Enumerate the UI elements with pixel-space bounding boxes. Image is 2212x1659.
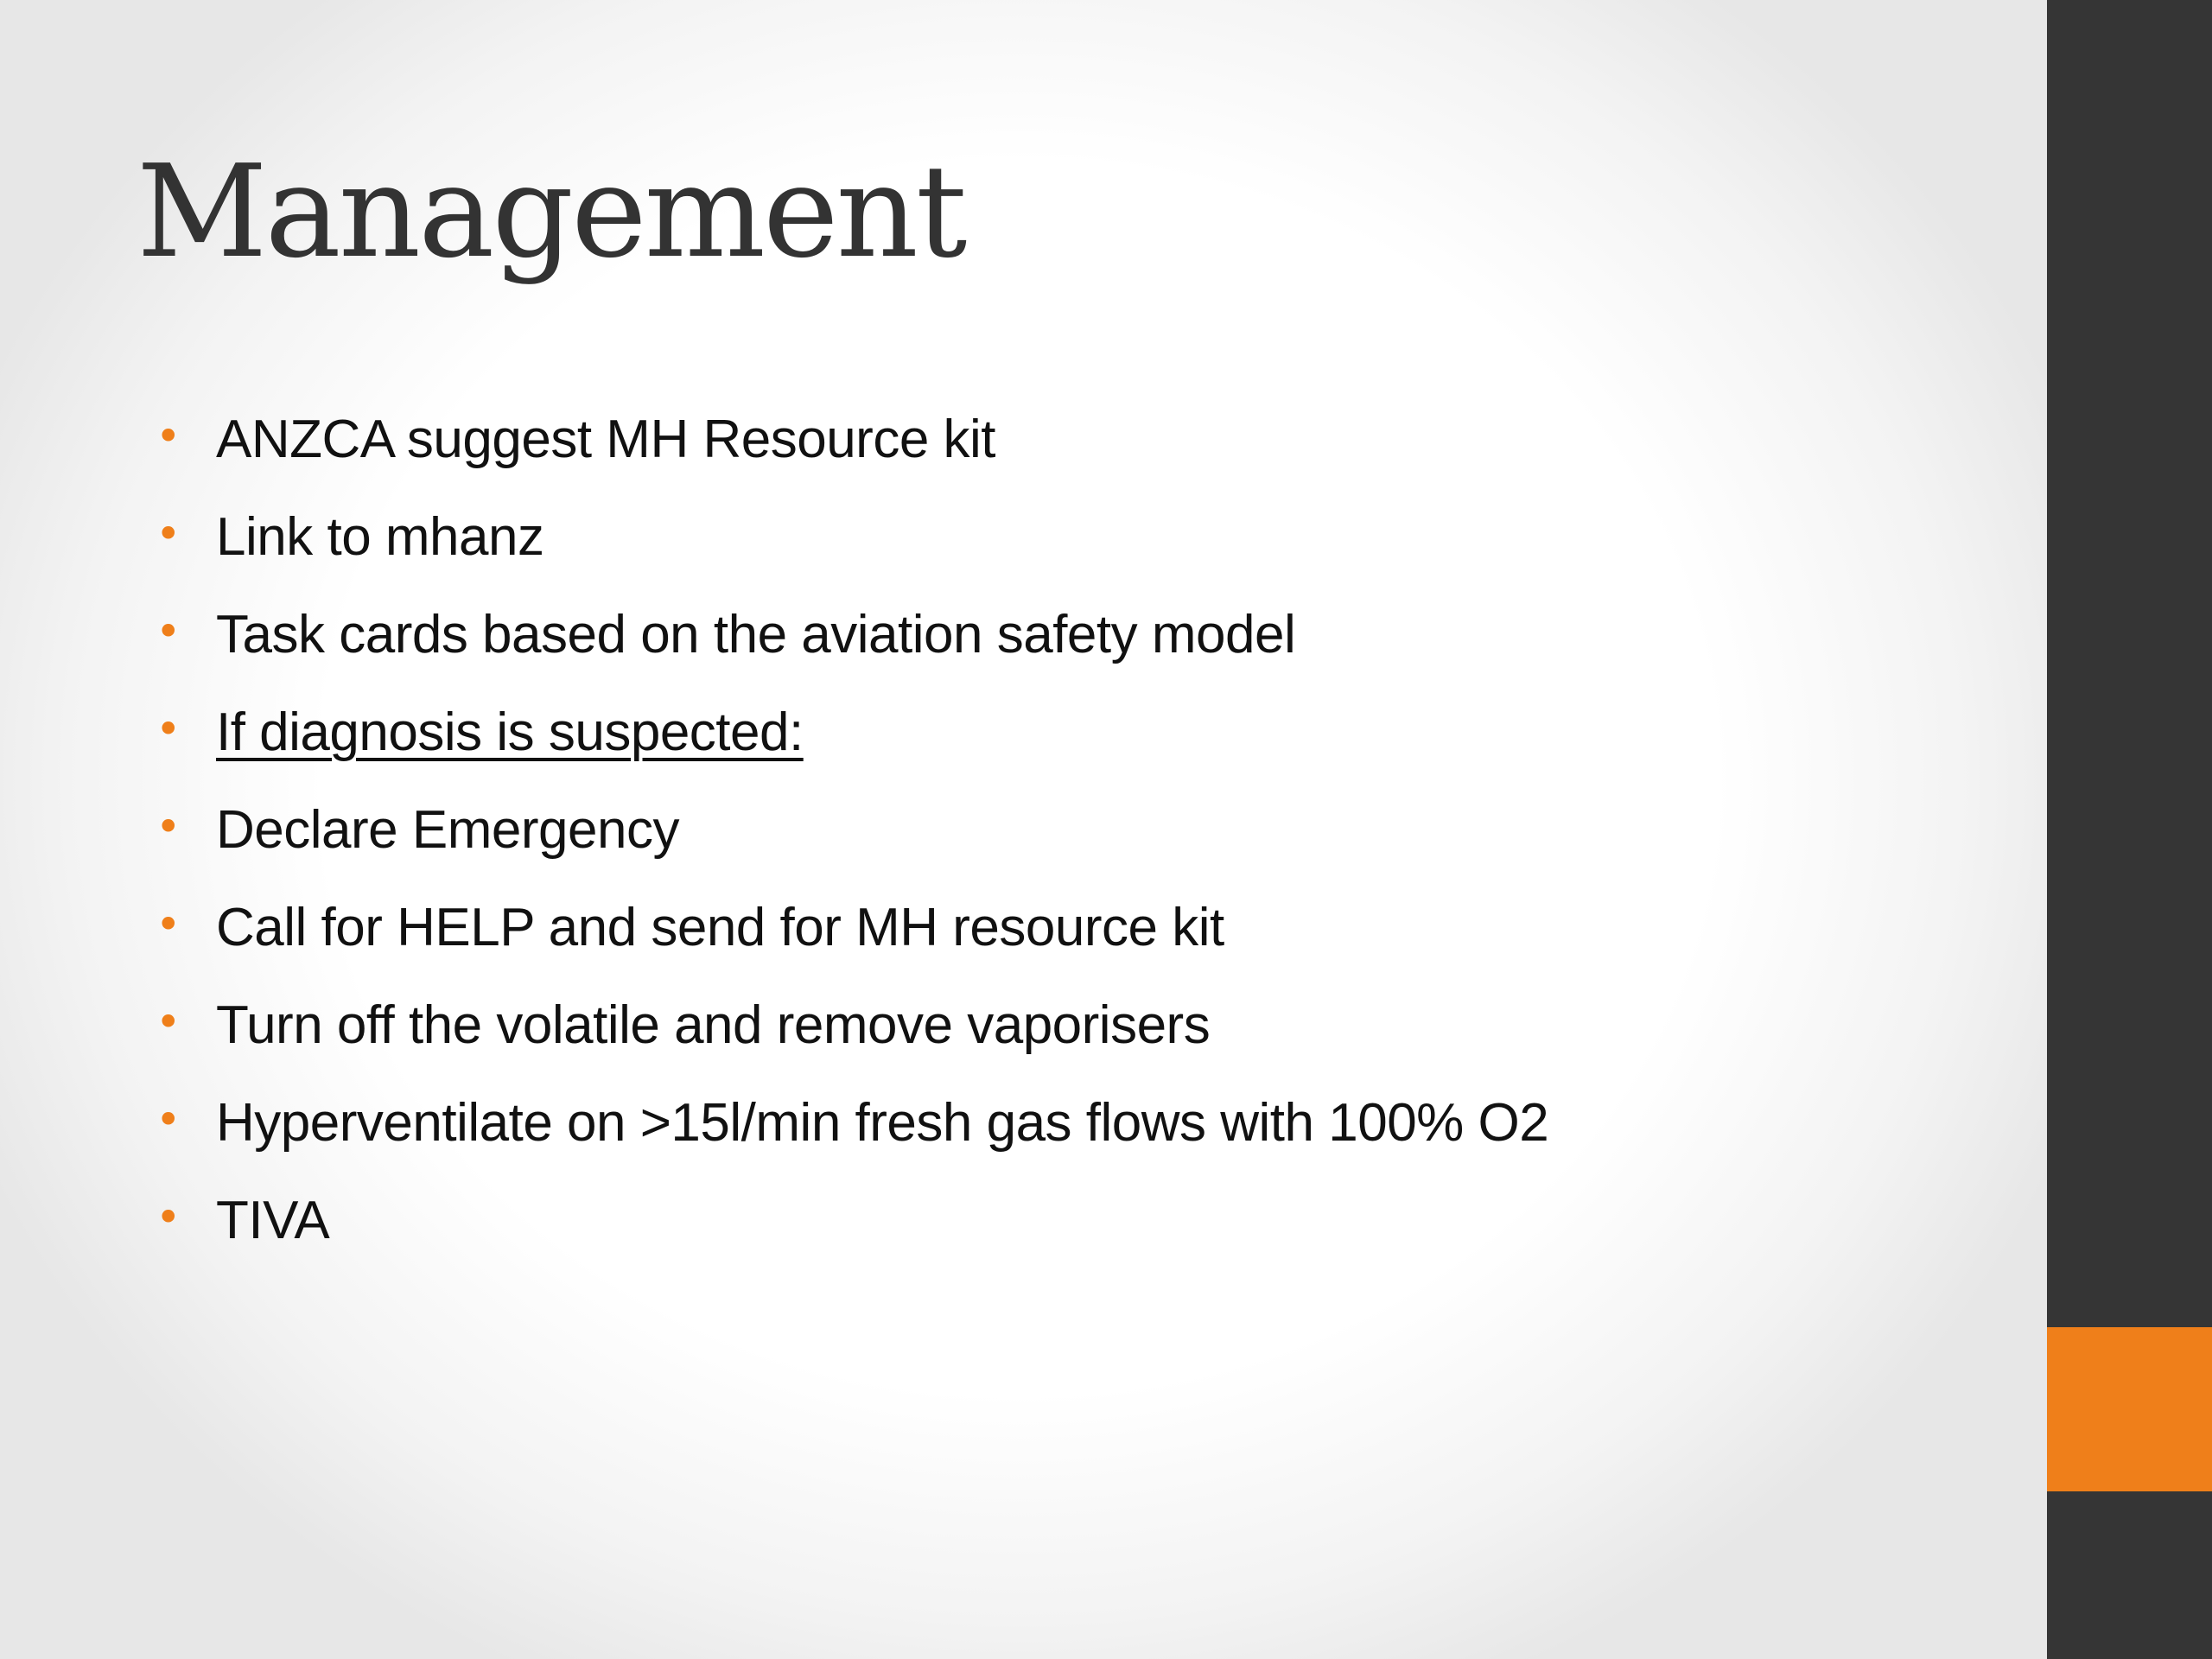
bullet-list [156,391,1970,1269]
slide-title: Management [137,137,965,286]
bullet-item [156,488,1970,586]
bullet-text: TIVA [216,1191,330,1250]
bullet-icon: • [156,899,181,950]
bullet-icon: • [156,508,181,559]
bullet-item [156,1172,1970,1269]
bullet-item [156,976,1970,1074]
bullet-item [156,879,1970,976]
bullet-icon: • [156,996,181,1047]
bullet-icon: • [156,410,181,461]
bullet-icon: • [156,801,181,852]
bullet-icon: • [156,1192,181,1243]
bullet-text: Hyperventilate on >15l/min fresh gas flows with 100% O2 [216,1093,1549,1153]
bullet-text: ANZCA suggest MH Resource kit [216,410,996,469]
bullet-item [156,391,1970,488]
bullet-text: If diagnosis is suspected: [216,702,804,762]
bullet-item [156,586,1970,683]
bullet-item [156,683,1970,781]
bullet-item [156,781,1970,879]
bullet-text: Turn off the volatile and remove vaporisers [216,995,1211,1055]
bullet-text: Call for HELP and send for MH resource kit [216,898,1224,957]
bullet-text: Link to mhanz [216,507,544,567]
bullet-icon: • [156,606,181,657]
bullet-text: Declare Emergency [216,800,679,860]
bullet-icon: • [156,703,181,754]
bullet-item [156,1074,1970,1172]
bullet-icon: • [156,1094,181,1145]
accent-block [2047,1327,2212,1491]
bullet-text: Task cards based on the aviation safety model [216,605,1296,664]
